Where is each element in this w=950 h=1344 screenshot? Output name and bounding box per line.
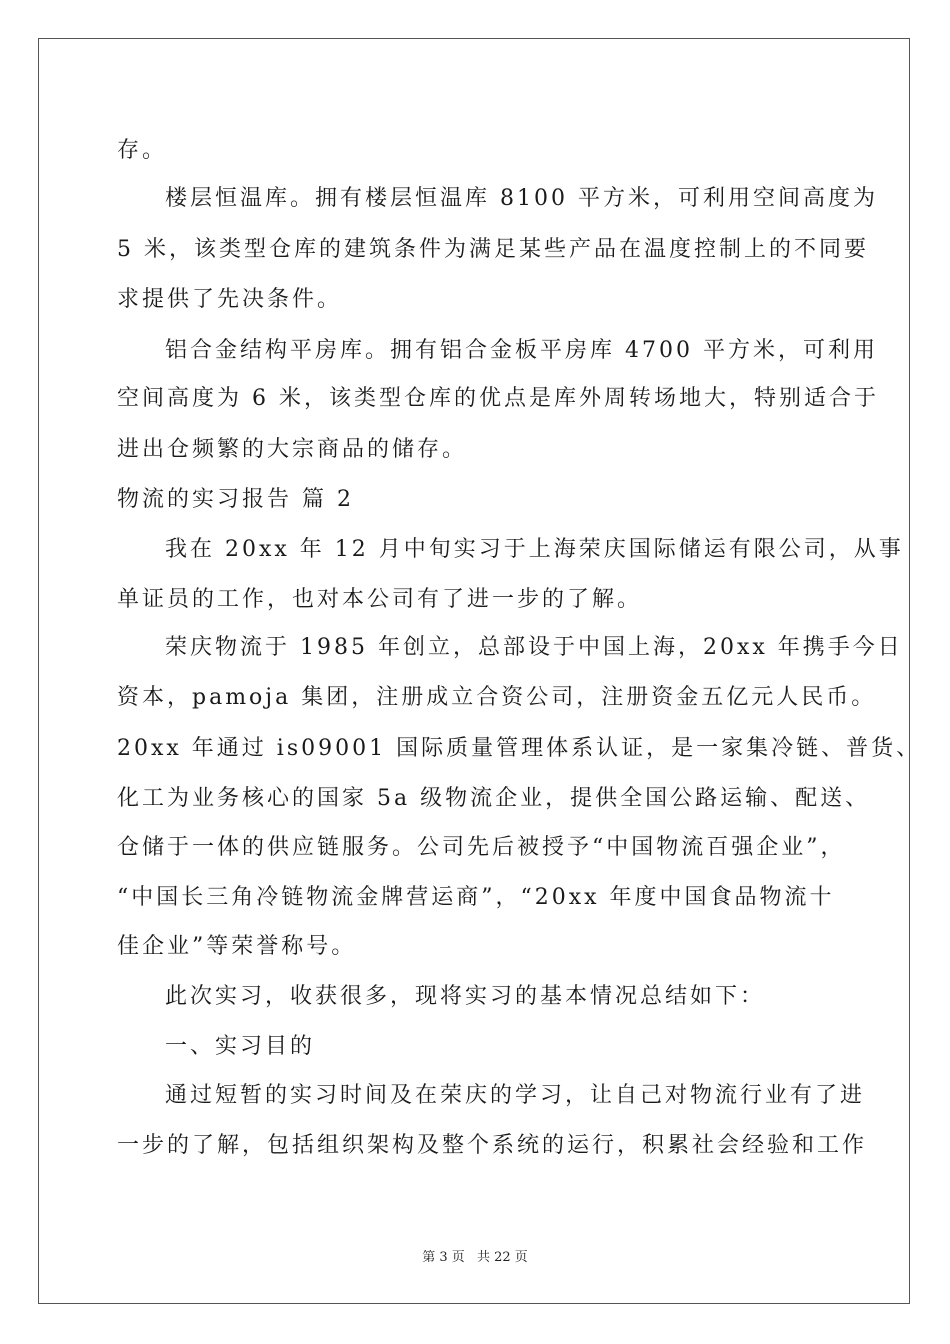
paragraph-line: 化工为业务核心的国家 5a 级物流企业，提供全国公路运输、配送、 — [117, 786, 871, 811]
paragraph-line: 仓储于一体的供应链服务。公司先后被授予“中国物流百强企业”， — [117, 835, 846, 860]
paragraph-line: 此次实习，收获很多，现将实习的基本情况总结如下： — [165, 984, 766, 1009]
paragraph-line: 佳企业”等荣誉称号。 — [117, 934, 357, 959]
paragraph-line: 单证员的工作，也对本公司有了进一步的了解。 — [117, 587, 643, 612]
page-footer — [0, 1246, 950, 1265]
paragraph-line: 我在 20xx 年 12 月中旬实习于上海荣庆国际储运有限公司，从事 — [165, 537, 904, 562]
section-heading: 物流的实习报告 篇 2 — [117, 487, 354, 512]
paragraph-line: 通过短暂的实习时间及在荣庆的学习，让自己对物流行业有了进 — [165, 1083, 866, 1108]
paragraph-line: 资本，pamoja 集团，注册成立合资公司，注册资金五亿元人民币。 — [117, 685, 877, 710]
paragraph-line: 铝合金结构平房库。拥有铝合金板平房库 4700 平方米，可利用 — [165, 338, 878, 363]
page-border — [38, 38, 910, 1304]
paragraph-line: 求提供了先决条件。 — [117, 287, 343, 312]
paragraph-line: “中国长三角冷链物流金牌营运商”，“20xx 年度中国食品物流十 — [117, 885, 835, 910]
paragraph-line: 楼层恒温库。拥有楼层恒温库 8100 平方米，可利用空间高度为 — [165, 186, 878, 211]
paragraph-line: 20xx 年通过 is09001 国际质量管理体系认证，是一家集冷链、普货、 — [117, 736, 922, 761]
paragraph-line: 5 米，该类型仓库的建筑条件为满足某些产品在温度控制上的不同要 — [117, 237, 869, 262]
paragraph-line: 进出仓频繁的大宗商品的储存。 — [117, 437, 468, 462]
paragraph-line: 空间高度为 6 米，该类型仓库的优点是库外周转场地大，特别适合于 — [117, 386, 879, 411]
paragraph-line: 一步的了解，包括组织架构及整个系统的运行，积累社会经验和工作 — [117, 1133, 868, 1158]
paragraph-line: 存。 — [117, 138, 168, 163]
page-total: 共 22 页 — [476, 1250, 528, 1265]
paragraph-line: 荣庆物流于 1985 年创立，总部设于中国上海，20xx 年携手今日 — [165, 635, 903, 660]
page-number: 第 3 页 — [422, 1250, 465, 1265]
subsection-heading: 一、实习目的 — [165, 1034, 316, 1059]
